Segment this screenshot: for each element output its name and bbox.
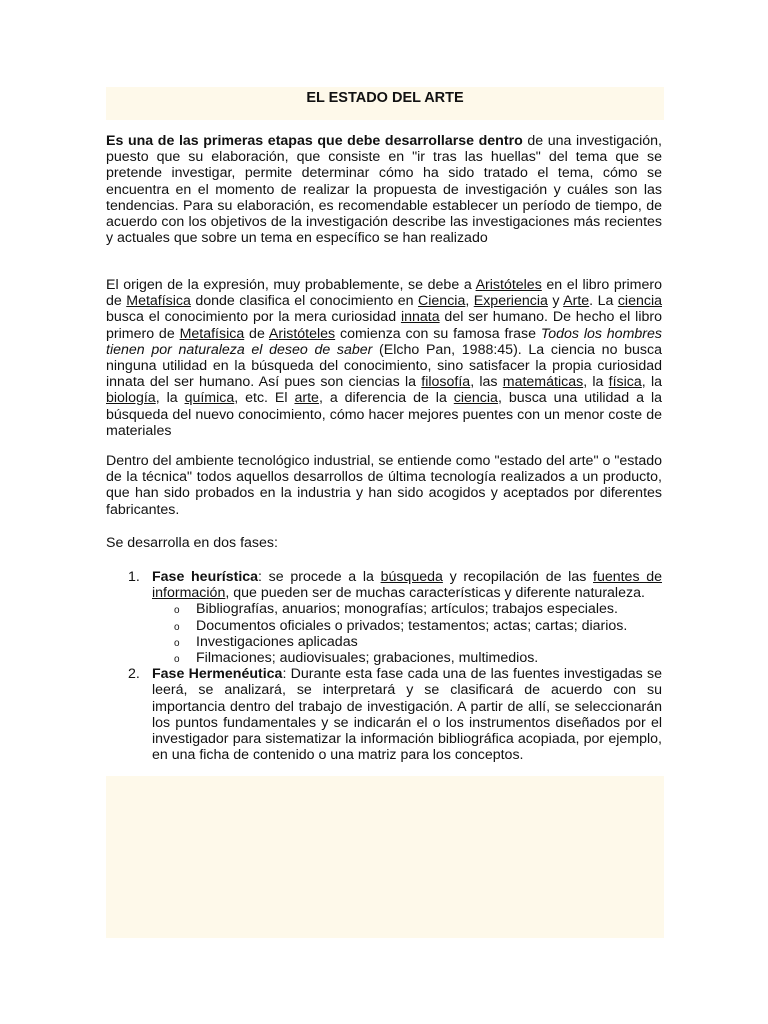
- link-busqueda[interactable]: búsqueda: [380, 569, 443, 585]
- link-ciencia[interactable]: Ciencia: [418, 293, 466, 310]
- link-innata[interactable]: innata: [400, 309, 440, 326]
- origin-paragraph: El origen de la expresión, muy probablemente, se debe a Aristóteles en el libro primero de Metafísica donde clasifica el conocimiento en Ciencia, Experiencia y Arte. La ciencia busca el conocimiento por la mera curiosidad innata del ser humano. De hecho el libro primero de Metafísica de Aristóteles comienza con su famosa frase Todos los hombres tienen por naturaleza el deseo de saber (Elcho Pan, 1988:45). La ciencia no busca ninguna utilidad en la búsqueda del conocimiento, sino satisfacer la propia curiosidad innata del ser humano. Así pues son ciencias la filosofía, las matemáticas, la física, la biología, la química, etc. El arte, a diferencia de la ciencia, busca una utilidad a la búsqueda del nuevo conocimiento, cómo hacer mejores puentes con un menor coste de materiales: [106, 277, 663, 439]
- list-number: 2.: [128, 666, 140, 683]
- link-matematicas[interactable]: matemáticas: [502, 374, 584, 391]
- link-aristoteles[interactable]: Aristóteles: [475, 277, 542, 293]
- famous-quote: Todos los hombres tienen por naturaleza el deseo de saber: [106, 325, 662, 358]
- bullet-icon: o: [174, 654, 180, 666]
- phase-heuristica-item: 1. Fase heurística: se procede a la búsqueda y recopilación de las fuentes de información, que pueden ser de muchas características y diferente naturaleza.: [128, 569, 662, 602]
- list-item: o Filmaciones; audiovisuales; grabaciones, multimedios.: [106, 650, 662, 666]
- link-experiencia[interactable]: Experiencia: [473, 293, 548, 310]
- industry-paragraph: Dentro del ambiente tecnológico industrial, se entiende como "estado del arte" o "estado de la técnica" todos aquellos desarrollos de última tecnología realizados a un producto, que han sido probados en la industria y han sido acogidos y aceptados por diferentes fabricantes.: [106, 453, 662, 518]
- phase-hermeneutica-item: 2. Fase Hermenéutica: Durante esta fase cada una de las fuentes investigadas se leerá, se analizará, se interpretará y se clasificará de acuerdo con su importancia dentro del trabajo de investigación. A partir de allí, se seleccionarán los puntos fundamentales y se indicarán el o los instrumentos diseñados por el investigador para sistematizar la información bibliográfica acopiada, por ejemplo, en una ficha de contenido o una matriz para los conceptos.: [128, 666, 662, 764]
- link-aristoteles[interactable]: Aristóteles: [268, 325, 336, 342]
- link-arte[interactable]: arte: [294, 390, 319, 407]
- phase-name: Fase Hermenéutica: [152, 666, 283, 683]
- link-arte[interactable]: Arte: [563, 293, 590, 310]
- phase-name: Fase heurística: [152, 569, 259, 585]
- document-title: EL ESTADO DEL ARTE: [306, 90, 464, 106]
- link-metafisica[interactable]: Metafísica: [126, 293, 191, 310]
- link-fuentes-de-informacion[interactable]: fuentes de información: [152, 569, 662, 602]
- list-item: o Bibliografías, anuarios; monografías; artículos; trabajos especiales.: [106, 601, 662, 617]
- bullet-icon: o: [174, 621, 180, 633]
- intro-lead: Es una de las primeras etapas que debe desarrollarse dentro: [106, 133, 523, 149]
- list-item: o Investigaciones aplicadas: [106, 634, 662, 650]
- link-ciencia[interactable]: ciencia: [453, 390, 498, 407]
- bottom-highlight-band: [106, 776, 664, 938]
- bullet-icon: o: [174, 637, 180, 649]
- link-quimica[interactable]: química: [184, 390, 235, 407]
- list-number: 1.: [128, 569, 140, 585]
- source-types-list: [106, 601, 662, 666]
- link-filosofia[interactable]: filosofía: [421, 374, 471, 391]
- phases-intro: Se desarrolla en dos fases:: [106, 535, 278, 551]
- link-fisica[interactable]: física: [608, 374, 642, 391]
- list-item: o Documentos oficiales o privados; testamentos; actas; cartas; diarios.: [106, 618, 662, 634]
- link-biologia[interactable]: biología: [106, 390, 156, 407]
- link-metafisica[interactable]: Metafísica: [179, 325, 245, 342]
- phases-list: [106, 569, 662, 763]
- intro-paragraph: Es una de las primeras etapas que debe desarrollarse dentro de una investigación, puesto que su elaboración, que consiste en "ir tras las huellas" del tema que se pretende investigar, permite determinar cómo ha sido tratado el tema, cómo se encuentra en el momento de realizar la propuesta de investigación y cuáles son las tendencias. Para su elaboración, es recomendable establecer un período de tiempo, de acuerdo con los objetivos de la investigación describe las investigaciones más recientes y actuales que sobre un tema en específico se han realizado: [106, 133, 662, 247]
- link-ciencia[interactable]: ciencia: [617, 293, 662, 310]
- bullet-icon: o: [174, 605, 180, 617]
